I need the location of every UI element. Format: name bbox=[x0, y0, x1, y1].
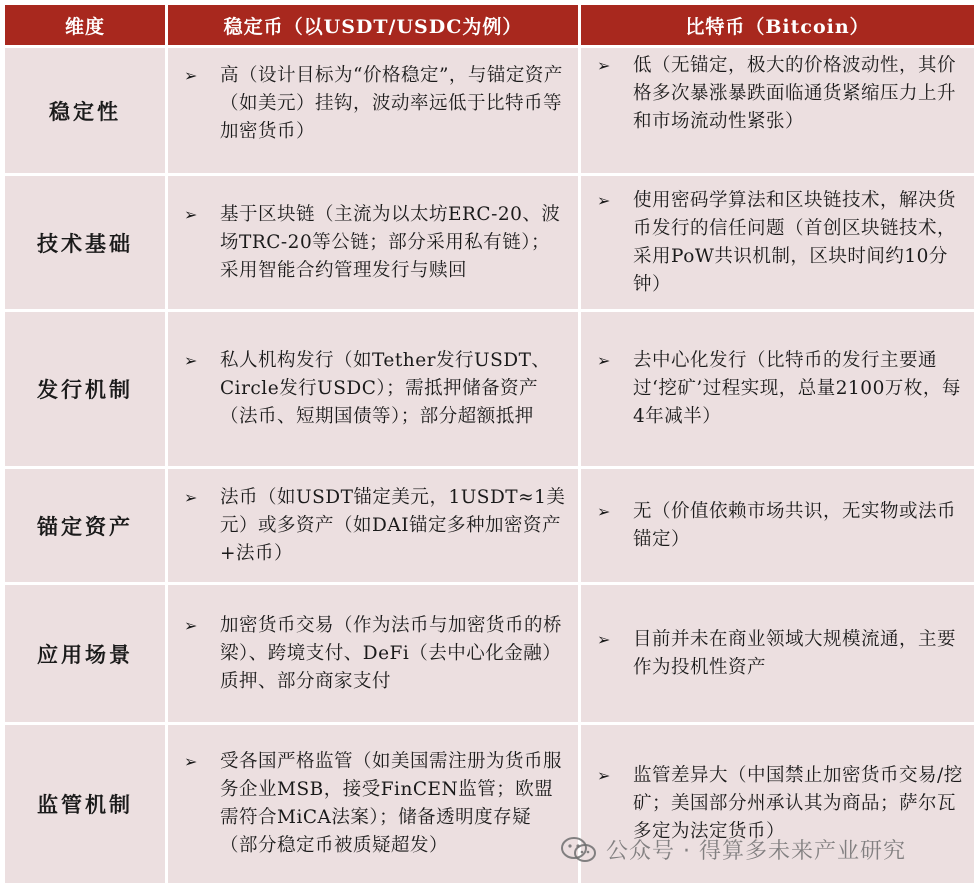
row-dimension-application bbox=[5, 585, 165, 722]
cell-text: 私人机构发行（如Tether发行USDT、Circle发行USDC）；需抵押储备资产（法币、短期国债等）；部分超额抵押 bbox=[220, 350, 551, 427]
header-stablecoin-label: 稳定币（以USDT/USDC为例） bbox=[223, 15, 523, 38]
stablecoin-application-cell bbox=[168, 585, 578, 722]
cell-text: 高（设计目标为“价格稳定”，与锚定资产（如美元）挂钩，波动率远低于比特币等加密货币） bbox=[220, 65, 563, 142]
row-dimension-stability bbox=[5, 48, 165, 173]
stablecoin-issuance-cell bbox=[168, 312, 578, 466]
cell-text: 目前并未在商业领域大规模流通，主要作为投机性资产 bbox=[633, 628, 957, 678]
bitcoin-stability-cell bbox=[581, 48, 974, 173]
dimension-label: 发行机制 bbox=[37, 377, 133, 402]
cell-text: 使用密码学算法和区块链技术，解决货币发行的信任问题（首创区块链技术，采用PoW共识机制，区块时间约10分钟） bbox=[633, 189, 957, 295]
bitcoin-anchor-cell bbox=[581, 469, 974, 582]
dimension-label: 技术基础 bbox=[37, 230, 133, 256]
bitcoin-application-cell bbox=[581, 585, 974, 722]
bullet-arrow-icon: ➢ bbox=[597, 629, 611, 649]
bullet-arrow-icon: ➢ bbox=[184, 487, 198, 507]
dimension-label: 监管机制 bbox=[37, 792, 133, 817]
row-dimension-issuance bbox=[5, 312, 165, 466]
cell-text: 监管差异大（中国禁止加密货币交易/挖矿；美国部分州承认其为商品；萨尔瓦多定为法定货币） bbox=[633, 765, 963, 842]
cell-text: 加密货币交易（作为法币与加密货币的桥梁）、跨境支付、DeFi（去中心化金融）质押、部分商家支付 bbox=[220, 614, 563, 692]
bitcoin-technology-cell bbox=[581, 176, 974, 309]
bullet-arrow-icon: ➢ bbox=[597, 56, 611, 75]
dimension-label: 锚定资产 bbox=[37, 513, 133, 539]
cell-text: 去中心化发行（比特币的发行主要通过‘挖矿’过程实现，总量2100万枚，每4年减半） bbox=[633, 350, 961, 427]
wechat-icon bbox=[560, 836, 598, 864]
bullet-arrow-icon: ➢ bbox=[597, 501, 611, 521]
bullet-arrow-icon: ➢ bbox=[597, 351, 611, 370]
cell-text: 低（无锚定，极大的价格波动性，其价格多次暴涨暴跌面临通货紧缩压力上升和市场流动性紧张） bbox=[633, 55, 957, 132]
watermark bbox=[560, 834, 906, 865]
bullet-arrow-icon: ➢ bbox=[184, 204, 198, 224]
bullet-arrow-icon: ➢ bbox=[184, 615, 198, 635]
row-dimension-technology bbox=[5, 176, 165, 309]
bullet-arrow-icon: ➢ bbox=[597, 190, 611, 210]
watermark-text: 公众号 · 得算多未来产业研究 bbox=[606, 839, 906, 864]
bitcoin-issuance-cell bbox=[581, 312, 974, 466]
cell-text: 无（价值依赖市场共识，无实物或法币锚定） bbox=[633, 500, 957, 550]
header-stablecoin bbox=[168, 5, 578, 45]
stablecoin-stability-cell bbox=[168, 48, 578, 173]
stablecoin-technology-cell bbox=[168, 176, 578, 309]
row-dimension-anchor bbox=[5, 469, 165, 582]
bullet-arrow-icon: ➢ bbox=[597, 766, 611, 785]
header-dimension bbox=[5, 5, 165, 45]
row-dimension-regulation bbox=[5, 725, 165, 883]
stablecoin-anchor-cell bbox=[168, 469, 578, 582]
bullet-arrow-icon: ➢ bbox=[184, 351, 198, 370]
cell-text: 受各国严格监管（如美国需注册为货币服务企业MSB，接受FinCEN监管；欧盟需符合MiCA法案）；储备透明度存疑（部分稳定币被质疑超发） bbox=[220, 751, 563, 856]
dimension-label: 应用场景 bbox=[37, 641, 133, 667]
comparison-table bbox=[5, 5, 974, 885]
bullet-arrow-icon: ➢ bbox=[184, 752, 198, 771]
header-bitcoin bbox=[581, 5, 974, 45]
cell-text: 基于区块链（主流为以太坊ERC-20、波场TRC-20等公链；部分采用私有链）；采用智能合约管理发行与赎回 bbox=[220, 203, 561, 281]
header-dimension-label: 维度 bbox=[64, 15, 105, 38]
cell-text: 法币（如USDT锚定美元，1USDT≈1美元）或多资产（如DAI锚定多种加密资产+法币） bbox=[220, 486, 566, 564]
bullet-arrow-icon: ➢ bbox=[184, 66, 198, 85]
dimension-label: 稳定性 bbox=[49, 98, 121, 124]
stablecoin-regulation-cell bbox=[168, 725, 578, 883]
header-bitcoin-label: 比特币（Bitcoin） bbox=[685, 15, 870, 38]
